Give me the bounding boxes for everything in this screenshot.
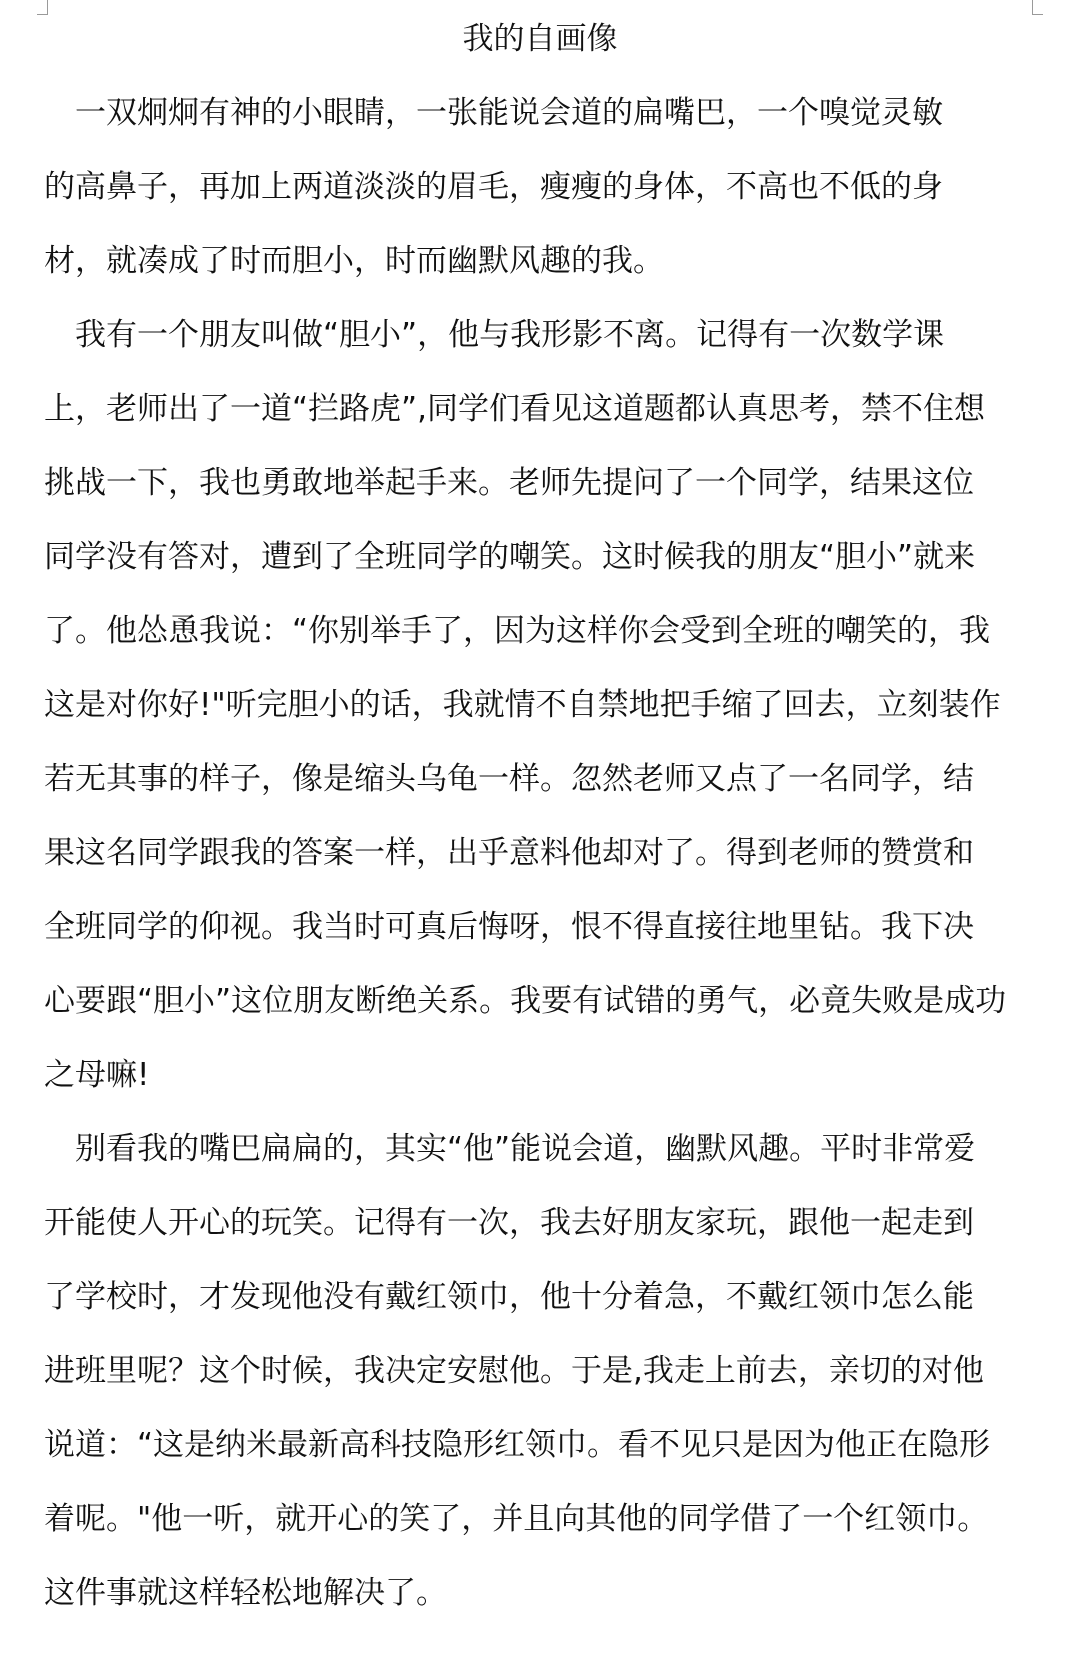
document-title: 我的自画像: [462, 21, 618, 57]
text-line: 了。他怂恿我说：“你别举手了，因为这样你会受到全班的嘲笑的，我: [44, 613, 991, 649]
text-line: 开能使人开心的玩笑。记得有一次，我去好朋友家玩，跟他一起走到: [44, 1205, 974, 1241]
text-line: 别看我的嘴巴扁扁的，其实“他”能说会道，幽默风趣。平时非常爱: [44, 1131, 976, 1167]
crop-mark-left: [37, 0, 48, 15]
text-line: 这是对你好!"听完胆小的话，我就情不自禁地把手缩了回去，立刻装作: [44, 687, 1001, 723]
text-line: 挑战一下，我也勇敢地举起手来。老师先提问了一个同学，结果这位: [44, 465, 974, 501]
crop-mark-right: [1032, 0, 1043, 15]
document-body: [44, 76, 1044, 1630]
text-line: 进班里呢？这个时候，我决定安慰他。于是,我走上前去，亲切的对他: [44, 1353, 984, 1389]
text-line: 果这名同学跟我的答案一样，出乎意料他却对了。得到老师的赞赏和: [44, 835, 974, 871]
text-line: 材，就凑成了时而胆小，时而幽默风趣的我。: [44, 243, 664, 279]
text-line: 这件事就这样轻松地解决了。: [44, 1575, 447, 1611]
text-line: 的高鼻子，再加上两道淡淡的眉毛，瘦瘦的身体，不高也不低的身: [44, 169, 943, 205]
text-line: 了学校时，才发现他没有戴红领巾，他十分着急，不戴红领巾怎么能: [44, 1279, 974, 1315]
text-line: 上，老师出了一道“拦路虎”,同学们看见这道题都认真思考，禁不住想: [44, 391, 985, 427]
text-line: 一双炯炯有神的小眼睛，一张能说会道的扁嘴巴，一个嗅觉灵敏: [44, 95, 943, 131]
text-line: 心要跟“胆小”这位朋友断绝关系。我要有试错的勇气，必竟失败是成功: [44, 983, 1007, 1019]
text-line: 着呢。"他一听，就开心的笑了，并且向其他的同学借了一个红领巾。: [44, 1501, 989, 1537]
text-line: 全班同学的仰视。我当时可真后悔呀，恨不得直接往地里钻。我下决: [44, 909, 974, 945]
text-line: 之母嘛!: [44, 1057, 150, 1093]
text-line: 若无其事的样子，像是缩头乌龟一样。忽然老师又点了一名同学，结: [44, 761, 974, 797]
text-line: 说道：“这是纳米最新高科技隐形红领巾。看不见只是因为他正在隐形: [44, 1427, 991, 1463]
text-line: 我有一个朋友叫做“胆小”，他与我形影不离。记得有一次数学课: [44, 317, 945, 353]
text-line: 同学没有答对，遭到了全班同学的嘲笑。这时候我的朋友“胆小”就来: [44, 539, 976, 575]
